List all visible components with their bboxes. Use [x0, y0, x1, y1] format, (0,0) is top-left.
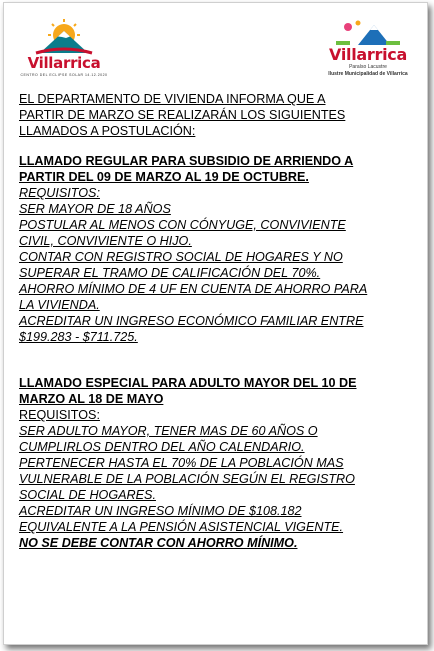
section1-requirement: LA VIVIENDA.	[19, 298, 100, 312]
section2-final-note: NO SE DEBE CONTAR CON AHORRO MÍNIMO.	[19, 536, 298, 550]
section1-requirement: $199.283 - $711.725.	[19, 330, 138, 344]
section1-requirements-label: REQUISITOS:	[19, 186, 100, 200]
section2-requirements-label: REQUISITOS:	[19, 408, 100, 422]
villarrica-eclipse-logo	[18, 17, 110, 79]
section2-requirement: PERTENECER HASTA EL 70% DE LA POBLACIÓN MAS	[19, 456, 344, 470]
logo-right-municipality: Ilustre Municipalidad de Villarrica	[328, 71, 408, 77]
section2-requirement: EQUIVALENTE A LA PENSIÓN ASISTENCIAL VIGENTE.	[19, 520, 344, 534]
municipalidad-logo	[318, 17, 418, 79]
flyer	[3, 2, 428, 645]
logo-left-tagline: CENTRO DEL ECLIPSE SOLAR 14.12.2020	[20, 73, 108, 77]
intro-line: LLAMADOS A POSTULACIÓN:	[19, 124, 196, 138]
section2-title: LLAMADO ESPECIAL PARA ADULTO MAYOR DEL 10 DE	[19, 376, 357, 390]
section2-title: MARZO AL 18 DE MAYO	[19, 392, 164, 406]
section2-requirement: VULNERABLE DE LA POBLACIÓN SEGÚN EL REGISTRO	[19, 472, 355, 486]
intro-line: EL DEPARTAMENTO DE VIVIENDA INFORMA QUE A	[19, 92, 326, 106]
section1-requirement: CONTAR CON REGISTRO SOCIAL DE HOGARES Y NO	[19, 250, 343, 264]
logo-right-name: Villarrica	[329, 45, 407, 64]
section1-requirement: CIVIL, CONVIVIENTE O HIJO.	[19, 234, 192, 248]
volcano-icon	[318, 17, 418, 47]
intro-line: PARTIR DE MARZO SE REALIZARÁN LOS SIGUIENTES	[19, 108, 346, 122]
section1-requirement: POSTULAR AL MENOS CON CÓNYUGE, CONVIVIENTE	[19, 218, 346, 232]
section2-requirement: SER ADULTO MAYOR, TENER MAS DE 60 AÑOS O	[19, 424, 318, 438]
section2-requirement: CUMPLIRLOS DENTRO DEL AÑO CALENDARIO.	[19, 440, 305, 454]
volcano-sun-icon	[18, 17, 110, 57]
logo-left-name: Villarrica	[27, 54, 101, 72]
section1-requirement: AHORRO MÍNIMO DE 4 UF EN CUENTA DE AHORRO PARA	[19, 282, 368, 296]
section1-title: PARTIR DEL 09 DE MARZO AL 19 DE OCTUBRE.	[19, 170, 309, 184]
section1-title: LLAMADO REGULAR PARA SUBSIDIO DE ARRIENDO A	[19, 154, 354, 168]
section1-requirement: ACREDITAR UN INGRESO ECONÓMICO FAMILIAR ENTRE	[19, 314, 364, 328]
section2-requirement: SOCIAL DE HOGARES.	[19, 488, 156, 502]
section1-requirement: SER MAYOR DE 18 AÑOS	[19, 202, 171, 216]
flyer-header	[4, 3, 427, 85]
section1-requirement: SUPERAR EL TRAMO DE CALIFICACIÓN DEL 70%.	[19, 266, 321, 280]
logo-right-tagline: Paraíso Lacustre	[349, 64, 387, 70]
announcement-body	[19, 91, 414, 551]
section2-requirement: ACREDITAR UN INGRESO MÍNIMO DE $108.182	[19, 504, 302, 518]
